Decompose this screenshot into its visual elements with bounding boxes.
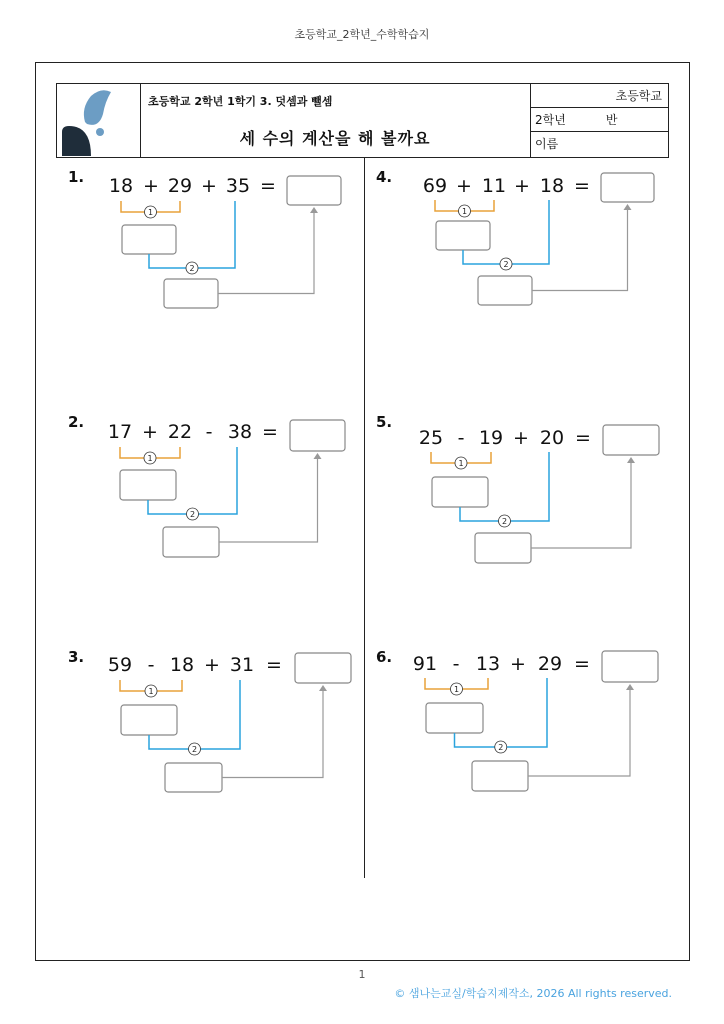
step1-answer-box[interactable] <box>432 477 488 507</box>
grade-label: 2학년 <box>535 113 566 127</box>
operator-2: + <box>201 175 217 197</box>
step-marker-label: 1 <box>453 685 460 694</box>
result-arrow <box>531 461 631 548</box>
operator-2: + <box>204 654 220 676</box>
problem-number: 1. <box>68 168 85 186</box>
step2-answer-box[interactable] <box>478 276 532 305</box>
operator-1: - <box>457 427 465 449</box>
arrow-head-icon <box>627 457 635 463</box>
problem-number: 6. <box>376 648 393 666</box>
school-field[interactable]: 초등학교 <box>530 84 668 108</box>
step-marker-label: 2 <box>191 745 198 754</box>
equals-sign: = <box>266 654 282 676</box>
class-label: 반 <box>605 113 618 127</box>
step2-answer-box[interactable] <box>475 533 531 563</box>
step2-answer-box[interactable] <box>165 763 222 792</box>
step-marker-label: 2 <box>501 517 508 526</box>
operand-c: 31 <box>229 654 255 676</box>
result-arrow <box>222 689 323 778</box>
equals-sign: = <box>574 175 590 197</box>
step-marker-label: 1 <box>147 208 154 217</box>
operand-c: 18 <box>539 175 565 197</box>
equals-sign: = <box>260 175 276 197</box>
operand-a: 91 <box>412 653 438 675</box>
step-marker-label: 2 <box>498 743 504 752</box>
operator-2: - <box>205 421 213 443</box>
problem-number: 4. <box>376 168 393 186</box>
step-marker-label: 2 <box>189 264 195 273</box>
step2-answer-box[interactable] <box>472 761 528 791</box>
result-arrow <box>218 211 314 294</box>
final-answer-box[interactable] <box>287 176 341 205</box>
arrow-head-icon <box>314 453 322 459</box>
operator-1: - <box>147 654 155 676</box>
lesson-title: 세 수의 계산을 해 볼까요 <box>239 129 431 148</box>
operand-c: 38 <box>227 421 253 443</box>
result-arrow <box>532 208 628 291</box>
operand-c: 20 <box>539 427 565 449</box>
operand-a: 59 <box>107 654 133 676</box>
operand-c: 35 <box>225 175 251 197</box>
problem-number: 3. <box>68 648 85 666</box>
operand-a: 25 <box>418 427 444 449</box>
arrow-head-icon <box>310 207 318 213</box>
operator-1: + <box>142 421 158 443</box>
operator-2: + <box>514 175 530 197</box>
operator-1: - <box>452 653 460 675</box>
equals-sign: = <box>262 421 278 443</box>
final-answer-box[interactable] <box>290 420 345 451</box>
operand-b: 13 <box>475 653 501 675</box>
step-marker-label: 2 <box>189 510 196 519</box>
operand-b: 29 <box>167 175 193 197</box>
step-marker-label: 1 <box>458 459 464 468</box>
result-arrow <box>219 457 318 542</box>
operator-1: + <box>456 175 472 197</box>
equals-sign: = <box>574 653 590 675</box>
operand-a: 69 <box>422 175 448 197</box>
final-answer-box[interactable] <box>602 651 658 682</box>
step1-answer-box[interactable] <box>436 221 490 250</box>
equals-sign: = <box>575 427 591 449</box>
operator-2: + <box>513 427 529 449</box>
final-answer-box[interactable] <box>601 173 654 202</box>
copyright-notice: © 샘나는교실/학습지제작소, 2026 All rights reserved. <box>394 987 672 1000</box>
step1-answer-box[interactable] <box>122 225 176 254</box>
operand-b: 11 <box>481 175 507 197</box>
step1-answer-box[interactable] <box>426 703 483 733</box>
unit-subtitle: 초등학교 2학년 1학기 3. 덧셈과 뺄셈 <box>148 95 333 108</box>
operand-b: 18 <box>169 654 195 676</box>
arrow-head-icon <box>319 685 327 691</box>
step-marker-label: 1 <box>461 207 468 216</box>
page-number: 1 <box>358 968 366 981</box>
operand-c: 29 <box>537 653 563 675</box>
operand-a: 18 <box>108 175 134 197</box>
final-answer-box[interactable] <box>603 425 659 455</box>
document-title: 초등학교_2학년_수학학습지 <box>294 28 430 41</box>
problem-number: 5. <box>376 413 393 431</box>
arrow-head-icon <box>624 204 632 210</box>
step-marker-label: 2 <box>503 260 509 269</box>
operand-b: 22 <box>167 421 193 443</box>
result-arrow <box>528 688 630 776</box>
step2-answer-box[interactable] <box>163 527 219 557</box>
operand-a: 17 <box>107 421 133 443</box>
operator-1: + <box>143 175 159 197</box>
final-answer-box[interactable] <box>295 653 351 683</box>
operator-2: + <box>510 653 526 675</box>
name-field[interactable]: 이름 <box>535 137 559 151</box>
step-marker-label: 1 <box>147 454 153 463</box>
problem-number: 2. <box>68 413 85 431</box>
step1-answer-box[interactable] <box>120 470 176 500</box>
operand-b: 19 <box>478 427 504 449</box>
arrow-head-icon <box>626 684 634 690</box>
step2-answer-box[interactable] <box>164 279 218 308</box>
step-marker-label: 1 <box>148 687 154 696</box>
step1-answer-box[interactable] <box>121 705 177 735</box>
